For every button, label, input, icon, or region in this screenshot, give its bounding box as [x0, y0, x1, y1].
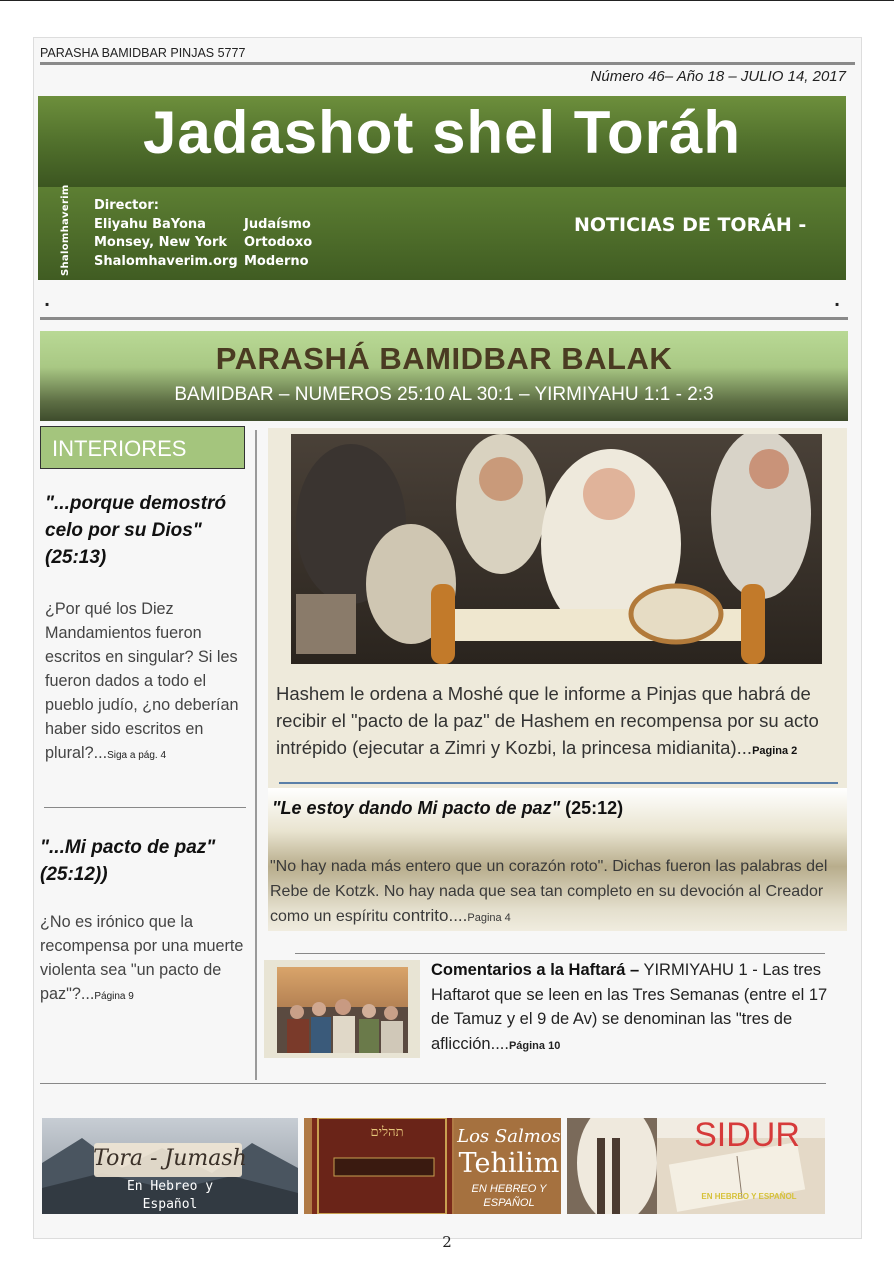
feature-caption	[276, 680, 848, 765]
torah-scroll-image	[291, 434, 822, 664]
masthead	[38, 96, 846, 188]
banner-title: Tora - Jumash	[93, 1146, 247, 1171]
sidebar-item-text-body: ¿Por qué los Diez Mandamientos fueron escritos en singular? Si les fueron dados a todo el pueblo judío, ¿no deberían haber sido escritos en plural?...	[45, 600, 239, 762]
director-location: Monsey, New York	[94, 235, 228, 250]
director-website[interactable]: Shalomhaverim.org	[94, 253, 238, 269]
article-text-end: contrito....	[392, 906, 468, 925]
page-number: 2	[442, 1233, 452, 1251]
affiliation-block	[244, 216, 312, 272]
banner-tora-jumash[interactable]	[42, 1118, 298, 1214]
article-title-quote: "Le estoy dando Mi pacto de paz"	[272, 798, 561, 818]
book-title-hebrew: תהלים	[370, 1125, 404, 1140]
sidebar-item-pacto[interactable]	[40, 834, 250, 1009]
column-divider	[255, 430, 257, 1080]
banner-tehilim[interactable]	[304, 1118, 561, 1214]
banner-subtitle: EN HEBREO Y ESPAÑOL	[701, 1192, 797, 1201]
top-border	[0, 0, 894, 1]
noticias-label: NOTICIAS DE TORÁH -	[574, 214, 807, 236]
banner-title: Tehilim	[458, 1148, 560, 1179]
running-head: PARASHA BAMIDBAR PINJAS 5777	[40, 46, 246, 60]
banner-subtitle	[454, 1182, 561, 1210]
sidebar-item-celo[interactable]	[45, 490, 250, 768]
sidebar-item-ref: (25:12))	[40, 864, 108, 885]
sidebar-item-text	[45, 597, 250, 768]
parasha-title: PARASHÁ BAMIDBAR BALAK	[215, 341, 673, 376]
sidebar-item-text	[40, 910, 250, 1009]
issue-line: Número 46– Año 18 – JULIO 14, 2017	[590, 68, 846, 85]
feature-rule	[279, 782, 838, 784]
affiliation-line: Ortodoxo	[244, 235, 313, 250]
article-title-ref: (25:12)	[565, 798, 624, 818]
article-text-body: "No hay nada más entero que un corazón roto". Dichas fueron las palabras del Rebe de Kotzk. No hay nada que sea tan completo en su devoción al Creador como un espíritu	[270, 858, 828, 925]
footer-rule	[40, 1083, 826, 1084]
director-name: Eliyahu BaYona	[94, 216, 206, 232]
header-rule	[40, 62, 855, 65]
affiliation-line: Judaísmo	[244, 216, 311, 232]
haftara-page-link[interactable]: Página 10	[508, 1039, 561, 1052]
banner-subtitle-line: En Hebreo y	[126, 1179, 214, 1194]
sidebar-item-title: "...Mi pacto de paz"	[40, 837, 216, 858]
parasha-subtitle: BAMIDBAR – NUMEROS 25:10 AL 30:1 – YIRMIYAHU 1:1 - 2:3	[174, 384, 714, 405]
article-text	[270, 855, 845, 931]
affiliation-line: Moderno	[244, 253, 309, 269]
banner-subtitle	[42, 1178, 298, 1214]
director-label: Director:	[94, 198, 159, 213]
director-block	[94, 197, 238, 271]
sidebar-item-page-link[interactable]: Página 9	[94, 991, 134, 1002]
sidebar-divider	[44, 807, 246, 808]
feature-page-link[interactable]: Pagina 2	[752, 745, 798, 757]
haftara-title: Comentarios a la Haftará –	[431, 961, 640, 979]
sidebar-item-title: "...porque demostró celo por su Dios"	[45, 493, 227, 541]
separator-dot: .	[834, 291, 841, 310]
vertical-label: Shalomhaverim	[60, 184, 71, 276]
sidebar-item-page-link[interactable]: Siga a pág. 4	[107, 750, 167, 761]
article-page-link[interactable]: Pagina 4	[467, 912, 511, 924]
haftara-article	[431, 958, 841, 1058]
banner-title: SIDUR	[694, 1118, 800, 1154]
banner-subtitle-line: EN HEBREO Y	[471, 1183, 547, 1195]
masthead-title: Jadashot shel Toráh	[142, 99, 742, 166]
article-title	[272, 798, 623, 819]
feature-caption-text: Hashem le ordena a Moshé que le informe a Pinjas que habrá de recibir el "pacto de la paz" de Hashem en recompensa por su acto intrépido (ejecutar a Zimri y Kozbi, la princesa midianita)...	[276, 683, 819, 758]
interiores-heading: INTERIORES	[40, 426, 245, 469]
article-pacto-box	[268, 788, 847, 931]
haftara-rule	[295, 953, 825, 954]
torah-reading-photo	[291, 434, 822, 664]
haftara-image	[277, 967, 408, 1053]
banner-subtitle-line: Español	[142, 1197, 198, 1212]
haftara-text: YIRMIYAHU 1 - Las tres Haftarot que se leen en las Tres Semanas (entre el 17 de Tamuz y el 9 de Av) se denominan las "tres de aflicción....	[431, 961, 828, 1053]
section-rule	[40, 317, 848, 320]
separator-dot: .	[44, 291, 51, 310]
banner-sidur[interactable]	[567, 1118, 825, 1214]
banner-title-small: Los Salmos	[457, 1126, 561, 1147]
parasha-banner	[40, 331, 848, 421]
sidebar-item-ref: (25:13)	[45, 547, 107, 568]
sidebar-item-text-body: ¿No es irónico que la recompensa por una muerte violenta sea "un pacto de paz"?...	[40, 913, 244, 1003]
banner-subtitle-line: ESPAÑOL	[483, 1197, 535, 1209]
prophet-crowd-image	[277, 967, 408, 1053]
